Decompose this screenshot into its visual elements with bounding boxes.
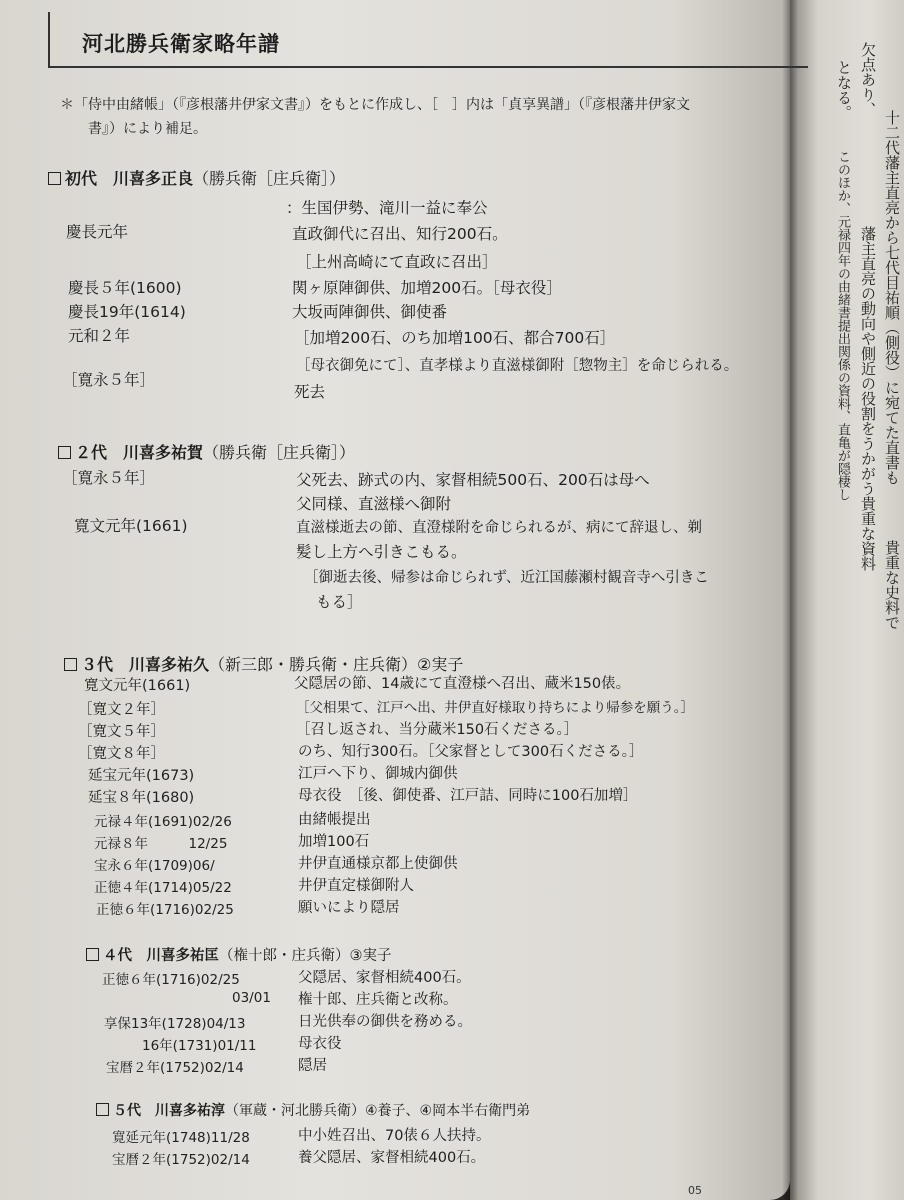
gen2-text: 父同様、直滋様へ御附 (296, 495, 452, 513)
book-gutter (782, 0, 798, 1200)
right-page-column: このほか、元禄四年の由緒書提出関係の資料、直亀が隠棲し (835, 150, 850, 501)
gen1-text: ［母衣御免にて］、直孝様より直滋様御附［惣物主］を命じられる。 (296, 358, 739, 374)
gen1-text: 直政御代に召出、知行200石。 (292, 225, 508, 243)
checkbox-square-icon (96, 1103, 109, 1116)
gen3-date: 正徳４年(1714)05/22 (94, 880, 232, 896)
gen4-date: 正徳６年(1716)02/25 (102, 972, 240, 988)
gen2-date: 寛文元年(1661) (74, 517, 188, 535)
generation-1-name: 初代 川喜多正良 (65, 169, 194, 188)
gen3-date: 元禄８年 12/25 (94, 836, 228, 852)
gen2-text: ［御逝去後、帰参は命じられず、近江国藤瀬村観音寺へ引きこ (304, 570, 709, 586)
gen3-text: 母衣役 ［後、御使番、江戸詰、同時に100石加増］ (298, 788, 638, 804)
gen5-text: 養父隠居、家督相続400石。 (298, 1150, 486, 1166)
gen3-date: ［寛文８年］ (78, 746, 165, 762)
page-number: 05 (688, 1184, 702, 1197)
generation-5-aliases: （軍蔵・河北勝兵衛）④養子、④岡本半右衛門弟 (225, 1103, 531, 1119)
gen4-date: 宝暦２年(1752)02/14 (106, 1060, 244, 1076)
gen1-date: ［寛永５年］ (62, 371, 156, 389)
checkbox-square-icon (48, 172, 61, 185)
generation-3-name: ３代 川喜多祐久 (81, 655, 210, 674)
gen1-text: ［加増200石、のち加増100石、都合700石］ (294, 329, 616, 347)
checkbox-square-icon (58, 446, 71, 459)
right-page-column: 十二代藩主直亮から七代目祐順（側役）に宛てた直書も (883, 110, 901, 485)
gen3-date: 寛文元年(1661) (84, 678, 191, 694)
gen4-text: 日光供奉の御供を務める。 (298, 1014, 472, 1030)
generation-1-heading (48, 166, 345, 189)
gen5-date: 宝暦２年(1752)02/14 (112, 1152, 250, 1168)
gen1-text: ：生国伊勢、滝川一益に奉公 (286, 199, 488, 217)
gen3-date: 延宝８年(1680) (88, 790, 195, 806)
generation-5-name: ５代 川喜多祐淳 (113, 1103, 225, 1119)
source-note-line1: ＊「侍中由緒帳」（『彦根藩井伊家文書』）をもとに作成し、［ ］内は「貞享異譜」（『彦根藩井伊家文 (60, 97, 690, 113)
gen4-text: 父隠居、家督相続400石。 (298, 970, 471, 986)
right-page-column: 欠点あり、 (859, 42, 877, 117)
gen3-text: のち、知行300石。［父家督として300石くださる。］ (298, 744, 644, 760)
gen4-text: 権十郎、庄兵衛と改称。 (298, 992, 458, 1008)
generation-4-name: ４代 川喜多祐匡 (103, 948, 219, 964)
generation-2-heading (58, 440, 355, 463)
generation-1-aliases: （勝兵衛［庄兵衛］） (193, 169, 346, 188)
gen3-text: 江戸へ下り、御城内御供 (298, 766, 458, 782)
generation-2-aliases: （勝兵衛［庄兵衛］） (203, 443, 356, 462)
gen1-text: 大坂両陣御供、御使番 (292, 303, 448, 321)
checkbox-square-icon (64, 658, 77, 671)
gen3-text: 加増100石 (298, 834, 370, 850)
checkbox-square-icon (86, 948, 99, 961)
gen3-date: 宝永６年(1709)06/ (94, 858, 215, 874)
gen3-date: 元禄４年(1691)02/26 (94, 814, 232, 830)
gen2-date: ［寛永５年］ (62, 469, 156, 487)
gen4-date: 享保13年(1728)04/13 (104, 1016, 246, 1032)
right-page-column: 貴重な史料で (883, 540, 901, 630)
right-page-column: となる。 (835, 60, 853, 120)
gen1-text: ［上州高崎にて直政に召出］ (296, 253, 498, 271)
gen1-text: 関ヶ原陣御供、加増200石。［母衣役］ (292, 279, 562, 297)
gen3-text: 井伊直定様御附人 (298, 878, 414, 894)
source-note-line2: 書』）により補足。 (88, 121, 207, 137)
generation-4-heading (86, 944, 392, 965)
gen4-date: 03/01 (232, 990, 271, 1006)
gen1-date: 慶長19年(1614) (68, 303, 186, 321)
gen3-text: ［父相果て、江戸へ出、井伊直好様取り持ちにより帰参を願う。］ (296, 700, 694, 716)
gen2-text: もる］ (316, 593, 363, 611)
right-page-column: 藩主直亮の動向や側近の役割をうかがう貴重な資料 (859, 226, 877, 571)
gen3-date: 延宝元年(1673) (88, 768, 195, 784)
gen1-text: 死去 (294, 383, 326, 401)
gen4-text: 隠居 (298, 1058, 327, 1074)
gen3-date: ［寛文５年］ (78, 724, 165, 740)
gen2-text: 直滋様逝去の節、直澄様附を命じられるが、病にて辞退し、剃 (296, 520, 702, 536)
gen5-text: 中小姓召出、70俵６人扶持。 (298, 1128, 491, 1144)
generation-4-aliases: （権十郎・庄兵衛）③実子 (219, 948, 392, 964)
gen3-date: ［寛文２年］ (78, 702, 165, 718)
gen1-date: 慶長５年(1600) (68, 279, 182, 297)
gen3-text: 父隠居の節、14歳にて直澄様へ召出、蔵米150俵。 (294, 676, 631, 692)
page-title: 河北勝兵衛家略年譜 (82, 32, 280, 56)
generation-2-name: ２代 川喜多祐賀 (75, 443, 204, 462)
gen3-text: 由緒帳提出 (298, 812, 371, 828)
gen4-date: 16年(1731)01/11 (142, 1038, 257, 1054)
gen3-text: 願いにより隠居 (298, 900, 400, 916)
gen3-text: ［召し返され、当分蔵米150石くださる。］ (296, 722, 579, 738)
gen2-text: 父死去、跡式の内、家督相続500石、200石は母へ (296, 471, 650, 489)
gen3-text: 井伊直通様京都上使御供 (298, 856, 458, 872)
gen4-text: 母衣役 (298, 1036, 342, 1052)
gen1-date: 元和２年 (68, 327, 131, 345)
gen2-text: 髪し上方へ引きこもる。 (296, 543, 467, 561)
generation-3-aliases: （新三郎・勝兵衛・庄兵衛）②実子 (209, 655, 464, 674)
gen1-date: 慶長元年 (66, 223, 129, 241)
generation-5-heading (96, 1100, 530, 1120)
gen3-date: 正徳６年(1716)02/25 (96, 902, 234, 918)
gen5-date: 寛延元年(1748)11/28 (112, 1130, 250, 1146)
